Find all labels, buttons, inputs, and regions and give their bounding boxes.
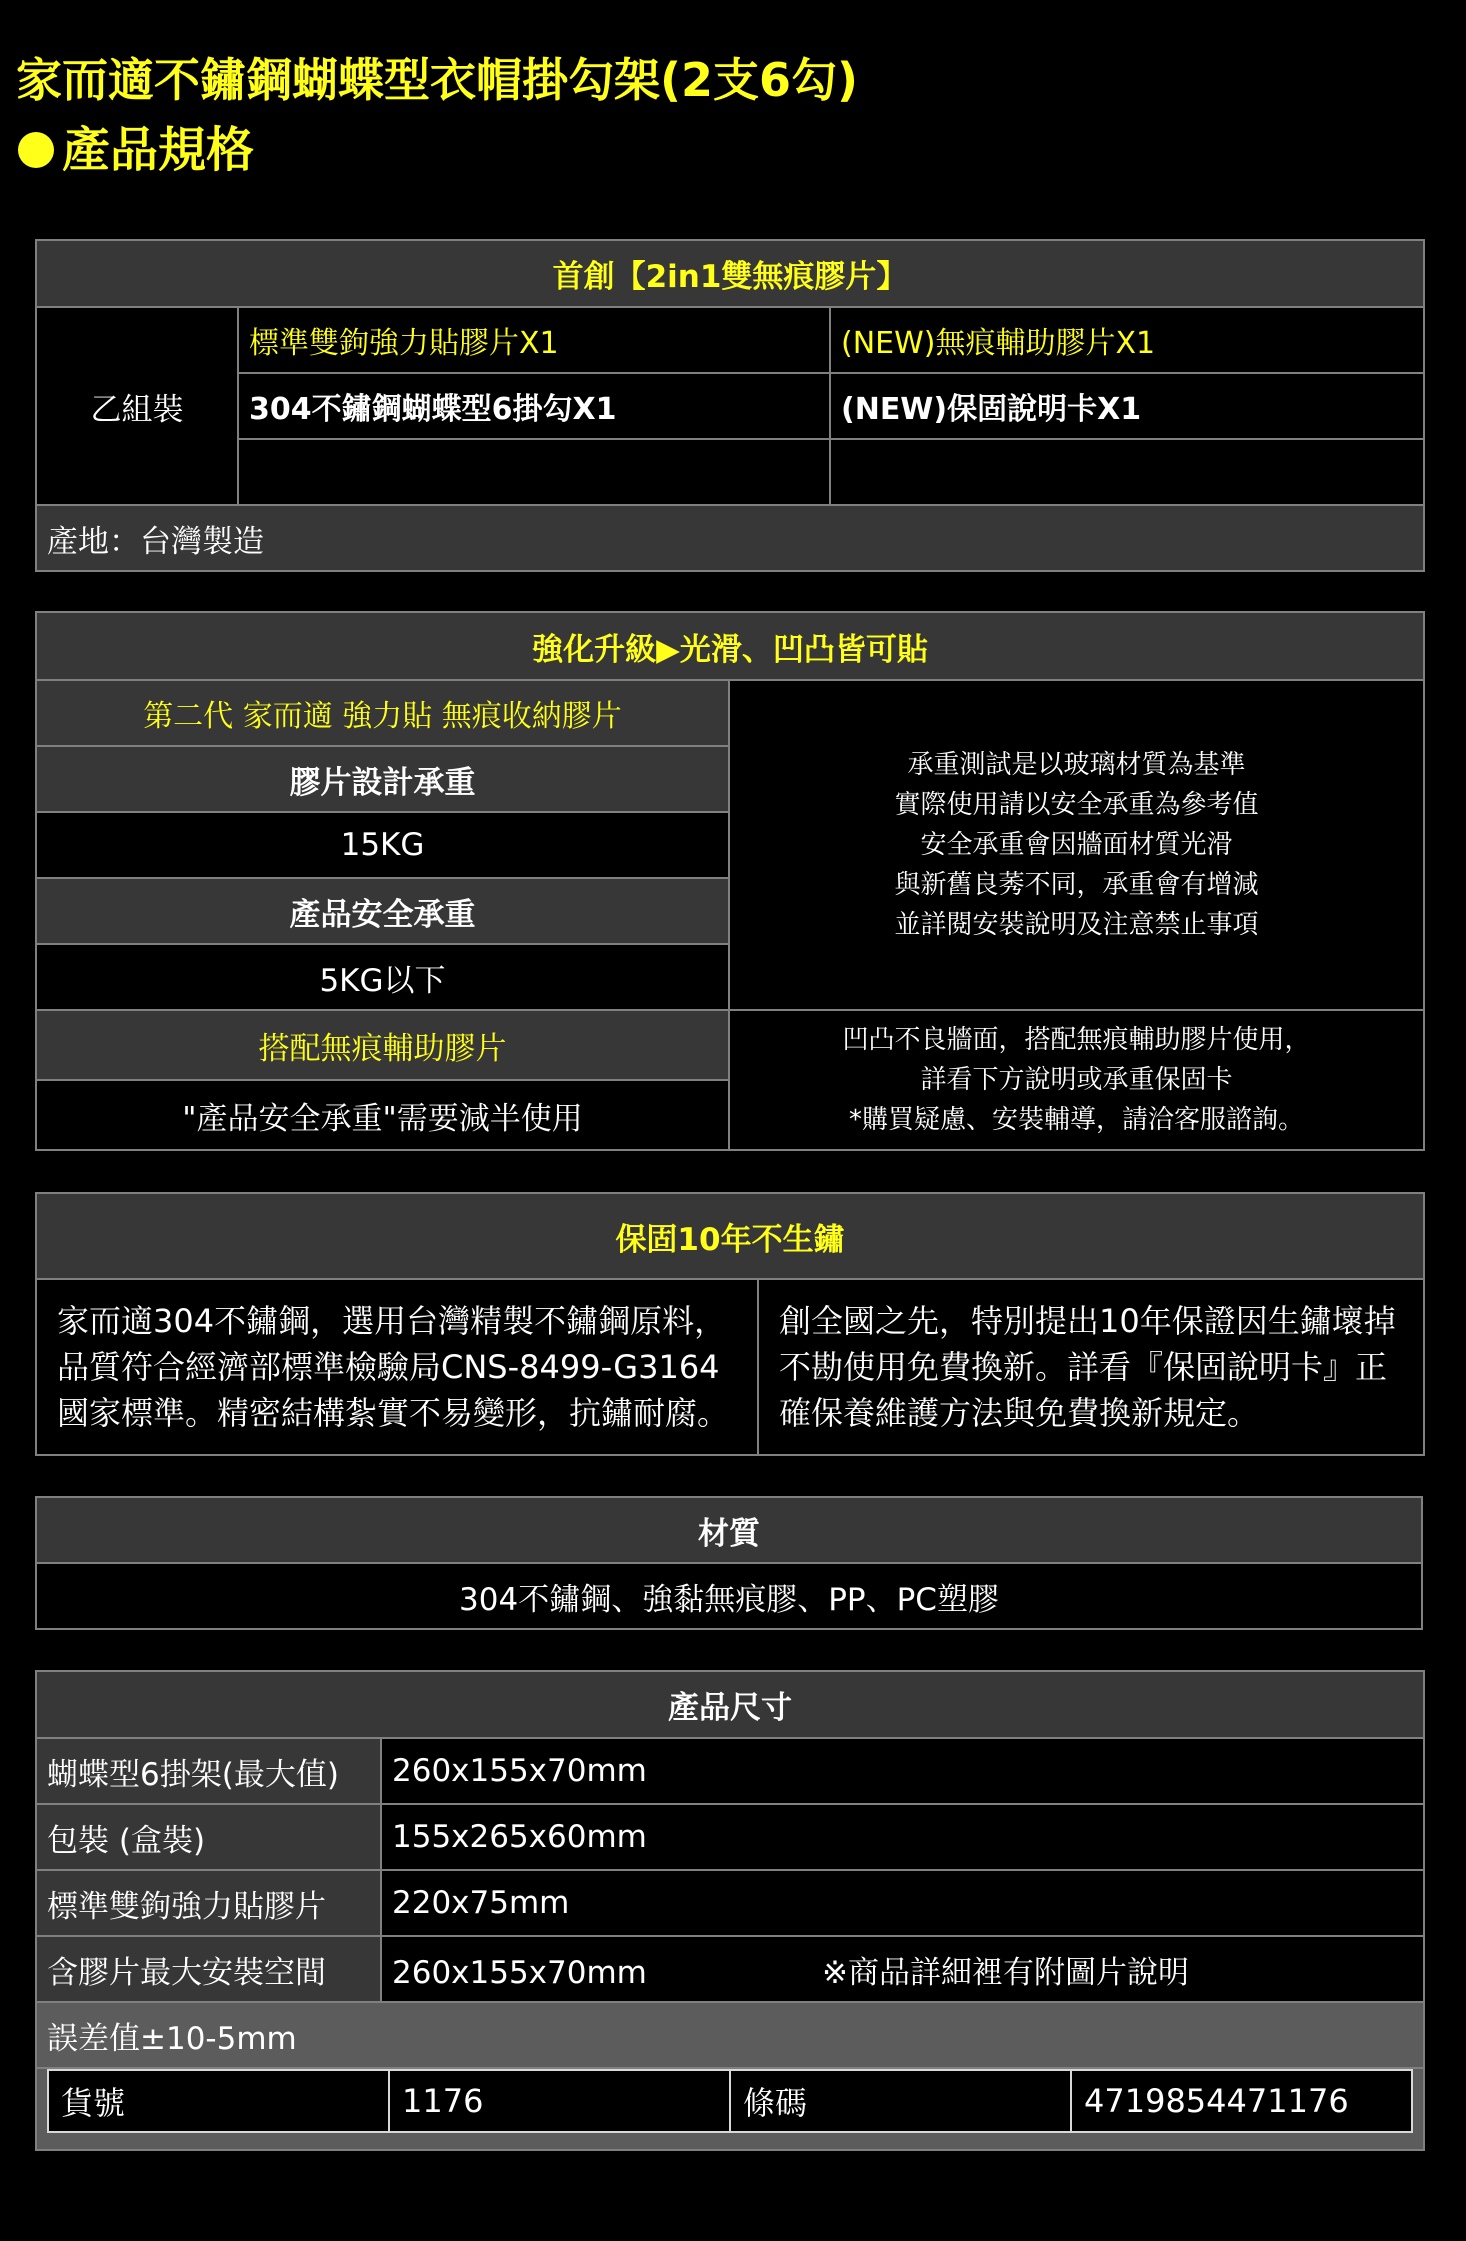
load-note-line: 實際使用請以安全承重為參考值 [894,790,1259,820]
load-note-line: 並詳閱安裝說明及注意禁止事項 [894,910,1259,940]
section-title [18,118,254,182]
package-item: (NEW)無痕輔助膠片X1 [830,307,1424,373]
load-notes [729,680,1424,1010]
page-title: 家而適不鏽鋼蝴蝶型衣帽掛勾架(2支6勾) [16,53,859,107]
aux-note-line: 詳看下方說明或承重保固卡 [920,1065,1233,1095]
package-item: 304不鏽鋼蝴蝶型6掛勾X1 [238,373,830,439]
load-heading: 強化升級▶光滑、凹凸皆可貼 [36,612,1424,680]
material-heading: 材質 [36,1497,1422,1563]
material-value: 304不鏽鋼、強黏無痕膠、PP、PC塑膠 [36,1563,1422,1629]
warranty-table [35,1192,1425,1456]
aux-pad-label: 搭配無痕輔助膠片 [36,1010,729,1080]
warranty-heading: 保固10年不生鏽 [36,1193,1424,1279]
size-label: 含膠片最大安裝空間 [36,1936,381,2002]
item-info-table [47,2069,1413,2133]
size-note: ※商品詳細裡有附圖片說明 [822,1954,1189,1991]
size-label: 蝴蝶型6掛架(最大值) [36,1738,381,1804]
size-value [381,1804,1424,1870]
warranty-line: 確保養維護方法與免費換新規定。 [779,1394,1260,1432]
load-note-line: 與新舊良莠不同，承重會有增減 [894,870,1259,900]
package-item: (NEW)保固說明卡X1 [830,373,1424,439]
item-no-label: 貨號 [48,2070,389,2132]
warranty-line: 不勘使用免費換新。詳看『保固說明卡』正 [779,1348,1388,1386]
product-name: 第二代 家而適 強力貼 無痕收納膠片 [36,680,729,746]
size-value-text: 260x155x70mm [392,1753,647,1789]
tolerance-text: 誤差值±10-5mm [36,2002,1424,2068]
group-label: 乙組裝 [36,307,238,505]
warranty-left-text [36,1279,758,1455]
warranty-line: 家而適304不鏽鋼，選用台灣精製不鏽鋼原料， [57,1302,727,1340]
size-label: 標準雙鉤強力貼膠片 [36,1870,381,1936]
load-note-line: 安全承重會因牆面材質光滑 [920,830,1233,860]
item-no-value: 1176 [389,2070,730,2132]
warranty-line: 品質符合經濟部標準檢驗局CNS-8499-G3164 [57,1348,720,1386]
size-table [35,1670,1425,2151]
load-capacity-table [35,611,1425,1151]
aux-pad-value: "產品安全承重"需要減半使用 [36,1080,729,1150]
package-heading: 首創【2in1雙無痕膠片】 [36,240,1424,307]
safe-load-value: 5KG以下 [36,944,729,1010]
barcode-label: 條碼 [730,2070,1071,2132]
material-table [35,1496,1423,1630]
size-value-text: 155x265x60mm [392,1819,647,1855]
bullet-dot-icon [18,132,54,168]
size-value [381,1738,1424,1804]
aux-note-line: 凹凸不良牆面，搭配無痕輔助膠片使用， [842,1025,1311,1055]
aux-note-line: *購買疑慮、安裝輔導，請洽客服諮詢。 [848,1105,1304,1135]
aux-notes [729,1010,1424,1150]
warranty-line: 國家標準。精密結構紮實不易變形，抗鏽耐腐。 [57,1394,730,1432]
load-note-line: 承重測試是以玻璃材質為基準 [907,750,1246,780]
size-value-text: 260x155x70mm [392,1954,647,1991]
barcode-value: 4719854471176 [1071,2070,1412,2132]
empty-cell [830,439,1424,505]
warranty-line: 創全國之先，特別提出10年保證因生鏽壞掉 [779,1302,1396,1340]
empty-cell [238,439,830,505]
warranty-right-text [758,1279,1424,1455]
size-value [381,1936,1424,2002]
design-load-value: 15KG [36,812,729,878]
size-value [381,1870,1424,1936]
size-heading: 產品尺寸 [36,1671,1424,1738]
origin-text: 產地：台灣製造 [36,505,1424,571]
section-title-text: 產品規格 [62,122,255,178]
size-label: 包裝 (盒裝) [36,1804,381,1870]
safe-load-label: 產品安全承重 [36,878,729,944]
package-contents-table [35,239,1425,572]
size-value-text: 220x75mm [392,1885,570,1921]
design-load-label: 膠片設計承重 [36,746,729,812]
package-item: 標準雙鉤強力貼膠片X1 [238,307,830,373]
item-info-row [36,2068,1424,2150]
